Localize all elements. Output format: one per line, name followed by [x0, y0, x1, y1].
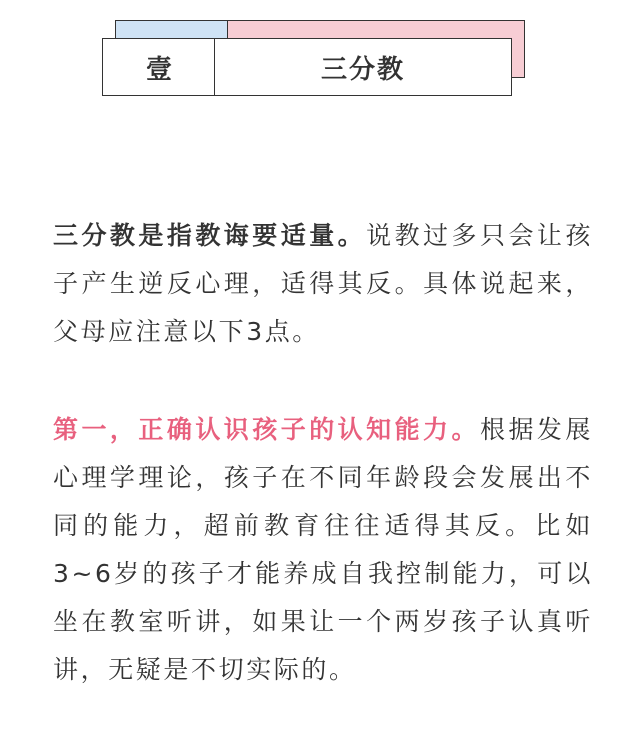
paragraph-intro-body: 说教过多只会让孩子产生逆反心理，适得其反。具体说起来，父母应注意以下3点。: [53, 221, 593, 346]
paragraph-point-one-body: 根据发展心理学理论，孩子在不同年龄段会发展出不同的能力，超前教育往往适得其反。比如3~6岁的孩子才能养成自我控制能力，可以坐在教室听讲，如果让一个两岁孩子认真听讲，无疑是不切实际的。: [53, 415, 593, 684]
paragraph-intro: [53, 212, 593, 356]
paragraph-intro-lead: 三分教是指教诲要适量。: [53, 221, 367, 250]
section-number-label: 壹: [102, 38, 216, 96]
section-header: [0, 0, 640, 110]
article-body: [53, 212, 593, 744]
paragraph-point-one: [53, 406, 593, 694]
section-title: 三分教: [214, 38, 512, 96]
paragraph-point-one-lead: 第一，正确认识孩子的认知能力。: [53, 415, 480, 444]
